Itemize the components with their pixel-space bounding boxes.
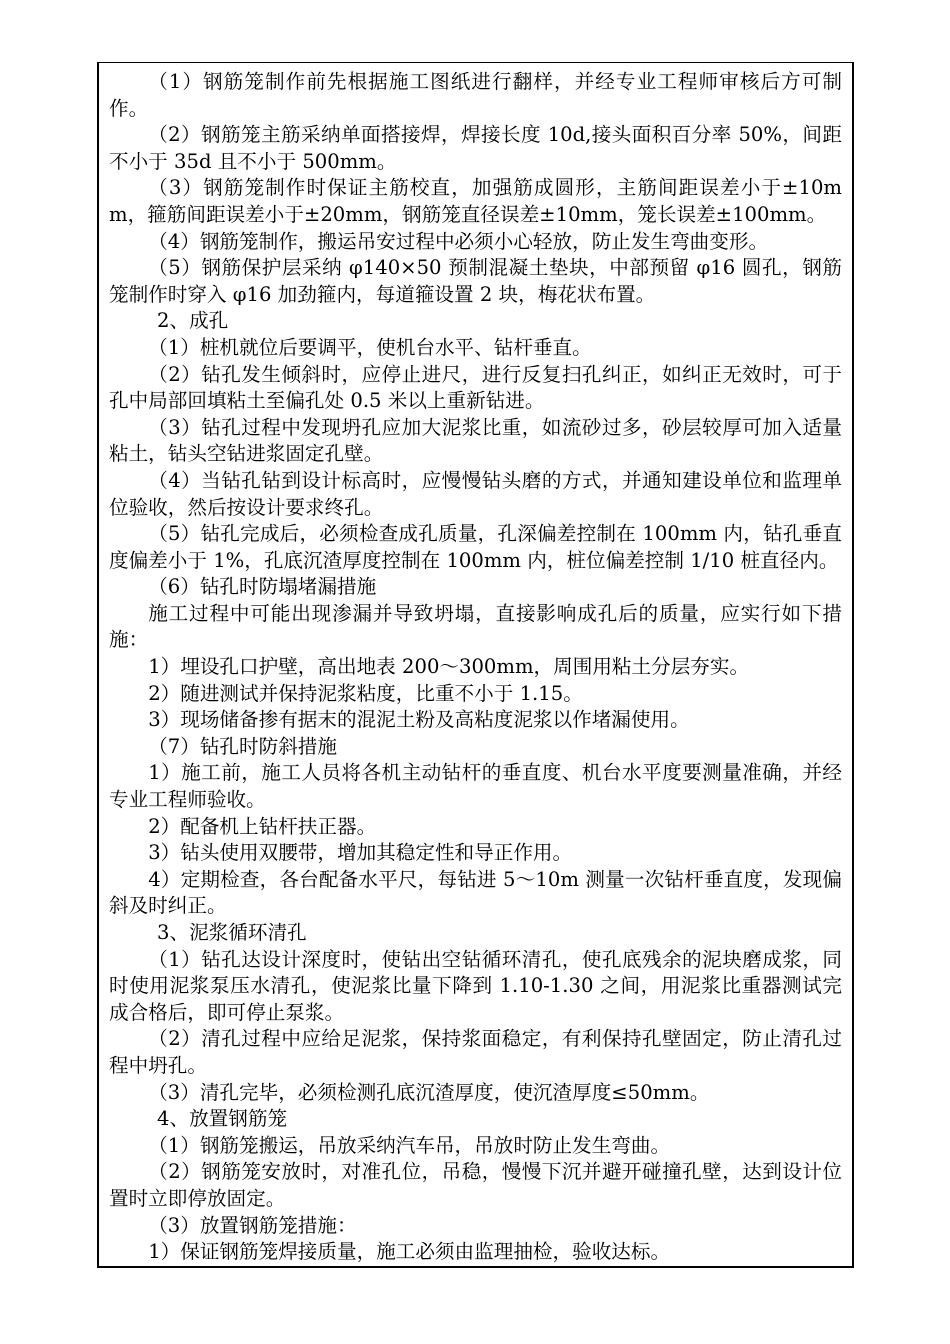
paragraph: （2）钢筋笼安放时，对准孔位，吊稳，慢慢下沉并避开碰撞孔壁，达到设计位置时立即停放固定。: [109, 1160, 842, 1210]
paragraph: （2）钻孔发生倾斜时，应停止进尺，进行反复扫孔纠正，如纠正无效时，可于孔中局部回填粘土至偏孔处 0.5 米以上重新钻进。: [109, 362, 842, 413]
paragraph: （1）钢筋笼搬运，吊放采纳汽车吊，吊放时防止发生弯曲。: [148, 1133, 671, 1157]
document-body: [109, 69, 842, 1266]
paragraph: （3）放置钢筋笼措施：: [148, 1213, 357, 1237]
paragraph: （3）钢筋笼制作时保证主筋校直，加强筋成圆形，主筋间距误差小于±10mm，箍筋间距误差小于±20mm，钢筋笼直径误差±10mm，笼长误差±100mm。: [109, 176, 842, 226]
list-item: 1）保证钢筋笼焊接质量，施工必须由监理抽检，验收达标。: [148, 1240, 671, 1264]
paragraph: （1）钢筋笼制作前先根据施工图纸进行翻样，并经专业工程师审核后方可制作。: [109, 70, 842, 120]
paragraph: （5）钻孔完成后，必须检查成孔质量，孔深偏差控制在 100mm 内，钻孔垂直度偏差小于 1%，孔底沉渣厚度控制在 100mm 内，桩位偏差控制 1/10 桩直径内。: [109, 522, 842, 572]
list-item: 1）埋设孔口护壁，高出地表 200～300mm，周围用粘土分层夯实。: [148, 655, 750, 679]
section-heading: 3、泥浆循环清孔: [157, 921, 307, 944]
paragraph: （4）当钻孔钻到设计标高时，应慢慢钻头磨的方式，并通知建设单位和监理单位验收，然后按设计要求终孔。: [109, 468, 842, 519]
paragraph: （6）钻孔时防塌堵漏措施: [148, 575, 377, 599]
paragraph: （3）钻孔过程中发现坍孔应加大泥浆比重，如流砂过多，砂层较厚可加入适量粘土，钻头空钻进浆固定孔壁。: [109, 415, 842, 466]
paragraph: （3）清孔完毕，必须检测孔底沉渣厚度，使沉渣厚度≤50mm。: [148, 1080, 710, 1104]
paragraph: （2）钢筋笼主筋采纳单面搭接焊，焊接长度 10d,接头面积百分率 50%，间距不小于 35d 且不小于 500mm。: [109, 123, 842, 173]
paragraph: 施工过程中可能出现渗漏并导致坍塌，直接影响成孔后的质量，应实行如下措施：: [109, 601, 842, 652]
list-item: 2）配备机上钻杆扶正器。: [148, 814, 377, 838]
paragraph: （1）桩机就位后要调平，使机台水平、钻杆垂直。: [148, 335, 592, 359]
section-heading: 4、放置钢筋笼: [157, 1107, 288, 1131]
list-item: 2）随进测试并保持泥浆粘度，比重不小于 1.15。: [148, 681, 583, 705]
paragraph: （7）钻孔时防斜措施: [148, 734, 337, 758]
paragraph: （4）钢筋笼制作，搬运吊安过程中必须小心轻放，防止发生弯曲变形。: [148, 229, 769, 253]
paragraph: （5）钢筋保护层采纳 φ140×50 预制混凝土垫块，中部预留 φ16 圆孔，钢筋笼制作时穿入 φ16 加劲箍内，每道箍设置 2 块，梅花状布置。: [109, 256, 842, 306]
paragraph: （1）钻孔达设计深度时，使钻出空钻循环清孔，使孔底残余的泥块磨成浆，同时使用泥浆泵压水清孔，使泥浆比量下降到 1.10-1.30 之间，用泥浆比重器测试完成合格后，即可停止泵浆。: [109, 947, 842, 1024]
section-heading: 2、成孔: [157, 309, 229, 333]
paragraph: （2）清孔过程中应给足泥浆，保持浆面稳定，有利保持孔壁固定，防止清孔过程中坍孔。: [109, 1027, 842, 1077]
document-table-cell: [97, 62, 854, 1268]
list-item: 1）施工前，施工人员将各机主动钻杆的垂直度、机台水平度要测量准确，并经专业工程师验收。: [109, 761, 842, 812]
list-item: 3）现场储备掺有据末的混泥土粉及高粘度泥浆以作堵漏使用。: [148, 708, 690, 732]
list-item: 4）定期检查，各台配备水平尺，每钻进 5～10m 测量一次钻杆垂直度，发现偏斜及时纠正。: [109, 867, 842, 918]
list-item: 3）钻头使用双腰带，增加其稳定性和导正作用。: [148, 841, 573, 865]
